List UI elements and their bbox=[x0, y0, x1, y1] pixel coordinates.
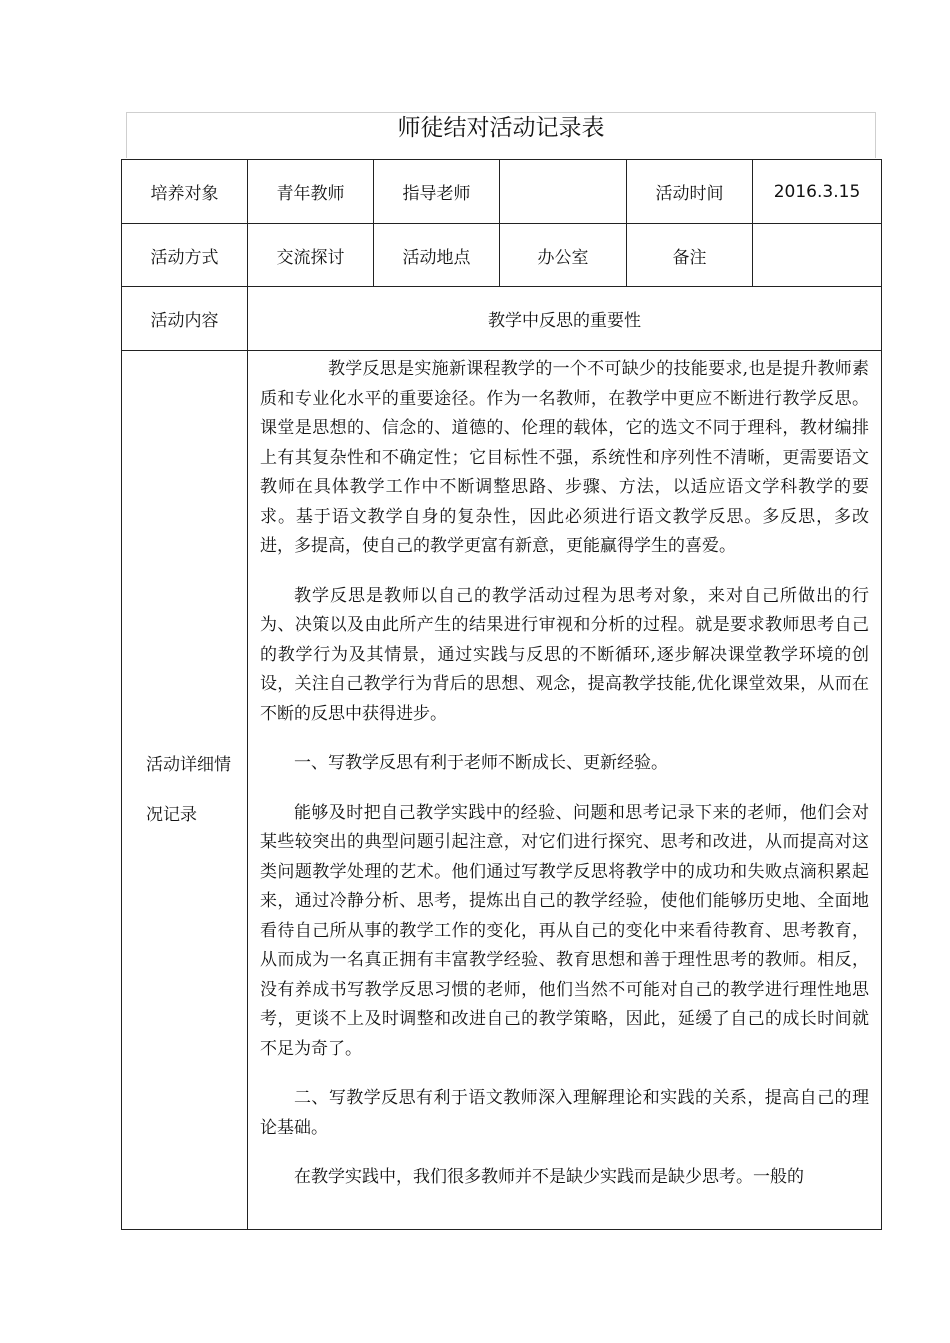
detail-paragraph-5: 二、写教学反思有利于语文教师深入理解理论和实践的关系，提高自己的理论基础。 bbox=[260, 1088, 869, 1138]
detail-paragraph-2: 教学反思是教师以自己的教学活动过程为思考对象，来对自己所做出的行为、决策以及由此所产生的结果进行审视和分析的过程。就是要求教师思考自己的教学行为及其情景，通过实践与反思的不断循环,逐步解决课堂教学环境的创设，关注自己教学行为背后的思想、观念，提高教学技能,优化课堂效果，从而在不断的反思中获得进步。 bbox=[260, 585, 869, 724]
label-detail-line1: 活动详细情 bbox=[146, 755, 231, 775]
label-detail-line2: 况记录 bbox=[146, 805, 197, 825]
detail-content bbox=[248, 351, 881, 1227]
label-place: 活动地点 bbox=[374, 224, 500, 287]
page-title-box bbox=[126, 112, 876, 158]
detail-paragraph-6: 在教学实践中，我们很多教师并不是缺少实践而是缺少思考。一般的 bbox=[294, 1167, 804, 1187]
value-mentor bbox=[500, 160, 627, 224]
detail-content-cell bbox=[248, 351, 882, 1230]
value-time: 2016.3.15 bbox=[753, 160, 882, 224]
table-row-basic bbox=[122, 160, 882, 224]
value-method: 交流探讨 bbox=[248, 224, 374, 287]
label-time: 活动时间 bbox=[627, 160, 753, 224]
value-remark bbox=[753, 224, 882, 287]
table-row-content bbox=[122, 287, 882, 351]
value-content: 教学中反思的重要性 bbox=[248, 287, 882, 351]
page-title: 师徒结对活动记录表 bbox=[397, 115, 605, 141]
label-mentor: 指导老师 bbox=[374, 160, 500, 224]
table-row-detail bbox=[122, 351, 882, 1230]
table-row-method bbox=[122, 224, 882, 287]
detail-paragraph-1: 教学反思是实施新课程教学的一个不可缺少的技能要求,也是提升教师素质和专业化水平的重要途径。作为一名教师，在教学中更应不断进行教学反思。课堂是思想的、信念的、道德的、伦理的载体，它的选文不同于理科，教材编排上有其复杂性和不确定性；它目标性不强，系统性和序列性不清晰，更需要语文教师在具体教学工作中不断调整思路、步骤、方法，以适应语文学科教学的要求。基于语文教学自身的复杂性，因此必须进行语文教学反思。多反思，多改进，多提高，使自己的教学更富有新意，更能赢得学生的喜爱。 bbox=[260, 359, 869, 556]
label-content: 活动内容 bbox=[122, 287, 248, 351]
detail-paragraph-3: 一、写教学反思有利于老师不断成长、更新经验。 bbox=[294, 753, 668, 773]
detail-paragraph-4: 能够及时把自己教学实践中的经验、问题和思考记录下来的老师，他们会对某些较突出的典型问题引起注意，对它们进行探究、思考和改进，从而提高对这类问题教学处理的艺术。他们通过写教学反思将教学中的成功和失败点滴积累起来，通过冷静分析、思考，提炼出自己的教学经验，使他们能够历史地、全面地看待自己所从事的教学工作的变化，再从自己的变化中来看待教育、思考教育，从而成为一名真正拥有丰富教学经验、教育思想和善于理性思考的教师。相反，没有养成书写教学反思习惯的老师，他们当然不可能对自己的教学进行理性地思考，更谈不上及时调整和改进自己的教学策略，因此，延缓了自己的成长时间就不足为奇了。 bbox=[260, 802, 869, 1059]
label-remark: 备注 bbox=[627, 224, 753, 287]
label-target: 培养对象 bbox=[122, 160, 248, 224]
value-target: 青年教师 bbox=[248, 160, 374, 224]
label-detail bbox=[122, 351, 248, 1230]
value-place: 办公室 bbox=[500, 224, 627, 287]
record-table bbox=[121, 159, 882, 1230]
label-method: 活动方式 bbox=[122, 224, 248, 287]
